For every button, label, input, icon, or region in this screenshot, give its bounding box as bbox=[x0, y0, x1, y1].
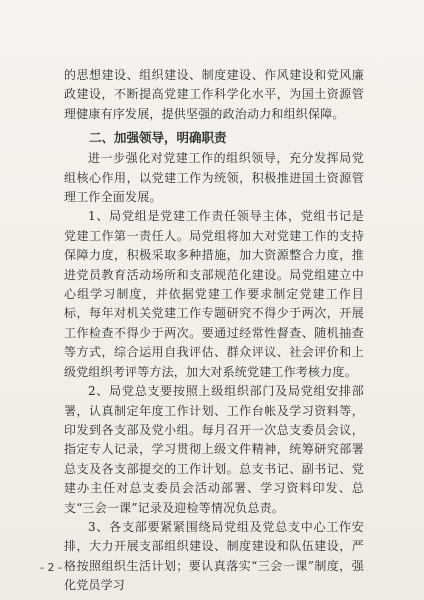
paragraph-item-1: 1、局党组是党建工作责任领导主体，党组书记是党建工作第一责任人。局党组将加大对党建工作的支持保障力度，积极采取多种措施，加大资源整合力度，推进党员教育活动场所和支部规范化建设。局党组建立中心组学习制度，并依据党建工作要求制定党建工作目标，每年对机关党建工作专题研究不得少于两次，开展工作检查不得少于两次。要通过经常性督查、随机抽查等方式，综合运用自我评估、群众评议、社会评价和上级党组织考评等方法，加大对系统党建工作考核力度。 bbox=[64, 209, 364, 379]
paragraph-intro: 进一步强化对党建工作的组织领导，充分发挥局党组核心作用，以党建工作为统领，积极推进国土资源管理工作全面发展。 bbox=[64, 151, 364, 205]
paragraph-item-2: 2、局党总支要按照上级组织部门及局党组安排部署，认真制定年度工作计划、工作台帐及学习资料等，印发到各支部及党小组。每月召开一次总支委员会议，指定专人记录，学习贯彻上级文件精神，统筹研究部署总支及各支部提交的工作计划。总支书记、副书记、党建办主任对总支委员会活动部署、学习资料印发、总支“三会一课”记录及迎检等情况负总责。 bbox=[64, 384, 364, 515]
section-heading: 二、加强领导，明确职责 bbox=[89, 130, 227, 146]
paragraph-item-3: 3、各支部要紧紧围绕局党组及党总支中心工作安排，大力开展支部组织建设、制度建设和队伍建设，严格按照组织生活计划；要认真落实“三会一课”制度，强化党员学习 bbox=[64, 519, 364, 593]
page-number: - 2 - bbox=[40, 561, 62, 574]
document-body bbox=[64, 66, 364, 596]
paragraph-continuation: 的思想建设、组织建设、制度建设、作风建设和党风廉政建设，不断提高党建工作科学化水平，为国土资源管理健康有序发展，提供坚强的政治动力和组织保障。 bbox=[64, 68, 364, 121]
